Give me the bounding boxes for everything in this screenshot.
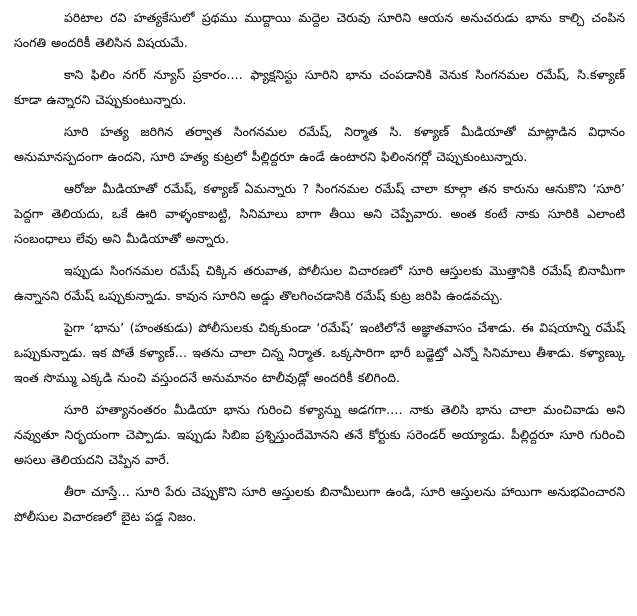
paragraph-6: పైగా ‘భాను’ (హంతకుడు) పోలీసులకు చిక్కకుండా ‘రమేష్’ ఇంటిలోనే అజ్ఞాతవాసం చేశాడు. ఈ విషయాన్ని రమేష్ ఒప్పుకున్నాడు. ఇక పోతే కళ్యాణ్… ఇతను చాలా చిన్న నిర్మాత. ఒక్కసారిగా భారీ బడ్జెట్తో ఎన్నో సినిమాలు తీశాడు. కళ్యాణ్కు ఇంత సొమ్ము ఎక్కడి నుంచి వస్తుందనే అనుమానం టాలీవుడ్లో అందరికీ కలిగింది. (14, 320, 625, 385)
paragraph-7: సూరి హత్యానంతరం మీడియా భాను గురించి కళ్యాన్ను అడగగా…. నాకు తెలిసి భాను చాలా మంచివాడు అని నవ్వుతూ నిర్భయంగా చెప్పాడు. ఇప్పుడు సిబిఐ ప్రశ్నిస్తుందేమోనని తనే కోర్టుకు సరెండర్ అయ్యాడు. పీల్లిద్దరూ సూరి గురించి అసలు తెలియదని చెప్పిన వారే. (14, 402, 625, 467)
paragraph-1: పరిటాల రవి హత్యకేసులో ప్రథము ముద్దాయి మద్దెల చెరువు సూరిని ఆయన అనుచరుడు భాను కాల్చి చంపిన సంగతి అందరికీ తెలిసిన విషయమే. (14, 10, 625, 50)
paragraph-8: తీరా చూస్తే… సూరి పేరు చెప్పుకొని సూరి ఆస్తులకు బినామీలుగా ఉండి, సూరి ఆస్తులను హాయిగా అనుభవించారని పోలీసుల విచారణలో బైట పడ్డ నిజం. (14, 484, 625, 524)
paragraph-3: సూరి హత్య జరిగిన తర్వాత సింగనమల రమేష్, నిర్మాత సి. కళ్యాణ్ మీడియాతో మాట్లాడిన విధానం అనుమానస్పదంగా ఉందని, సూరి హత్య కుట్రలో పీల్లిద్దరూ ఉండే ఉంటారని ఫిలింనగర్లో చెప్పుకుంటున్నారు. (14, 124, 625, 164)
paragraph-5: ఇప్పుడు సింగనమల రమేష్ చిక్కిన తరువాత, పోలీసుల విచారణలో సూరి ఆస్తులకు మొత్తానికి రమేష్ బినామీగా ఉన్నానని రమేష్ ఒప్పుకున్నాడు. కావున సూరిని అడ్డు తొలగించడానికి రమేష్ కుట్ర జరిపి ఉండవచ్చు. (14, 263, 625, 303)
paragraph-2: కాని ఫిలిం నగర్ న్యూస్ ప్రకారం…. ఫ్యాక్షనిస్టు సూరిని భాను చంపడానికి వెనుక సింగనమల రమేష్, సి.కళ్యాణ్ కూడా ఉన్నారని చెప్పుకుంటున్నారు. (14, 67, 625, 107)
paragraph-4: ఆరోజు మీడియాతో రమేష్, కళ్యాణ్ ఏమన్నారు ? సింగనమల రమేష్ చాలా కూల్గా తన కారును ఆనుకొని ‘సూరి’ పెద్దగా తెలియదు, ఒకే ఊరి వాళ్ళంకాబట్టి, సినిమాలు బాగా తీయి అని చెప్పేవారు. అంత కంటే నాకు సూరికి ఎలాంటి సంబంధాలు లేవు అని మీడియాతో అన్నారు. (14, 181, 625, 246)
